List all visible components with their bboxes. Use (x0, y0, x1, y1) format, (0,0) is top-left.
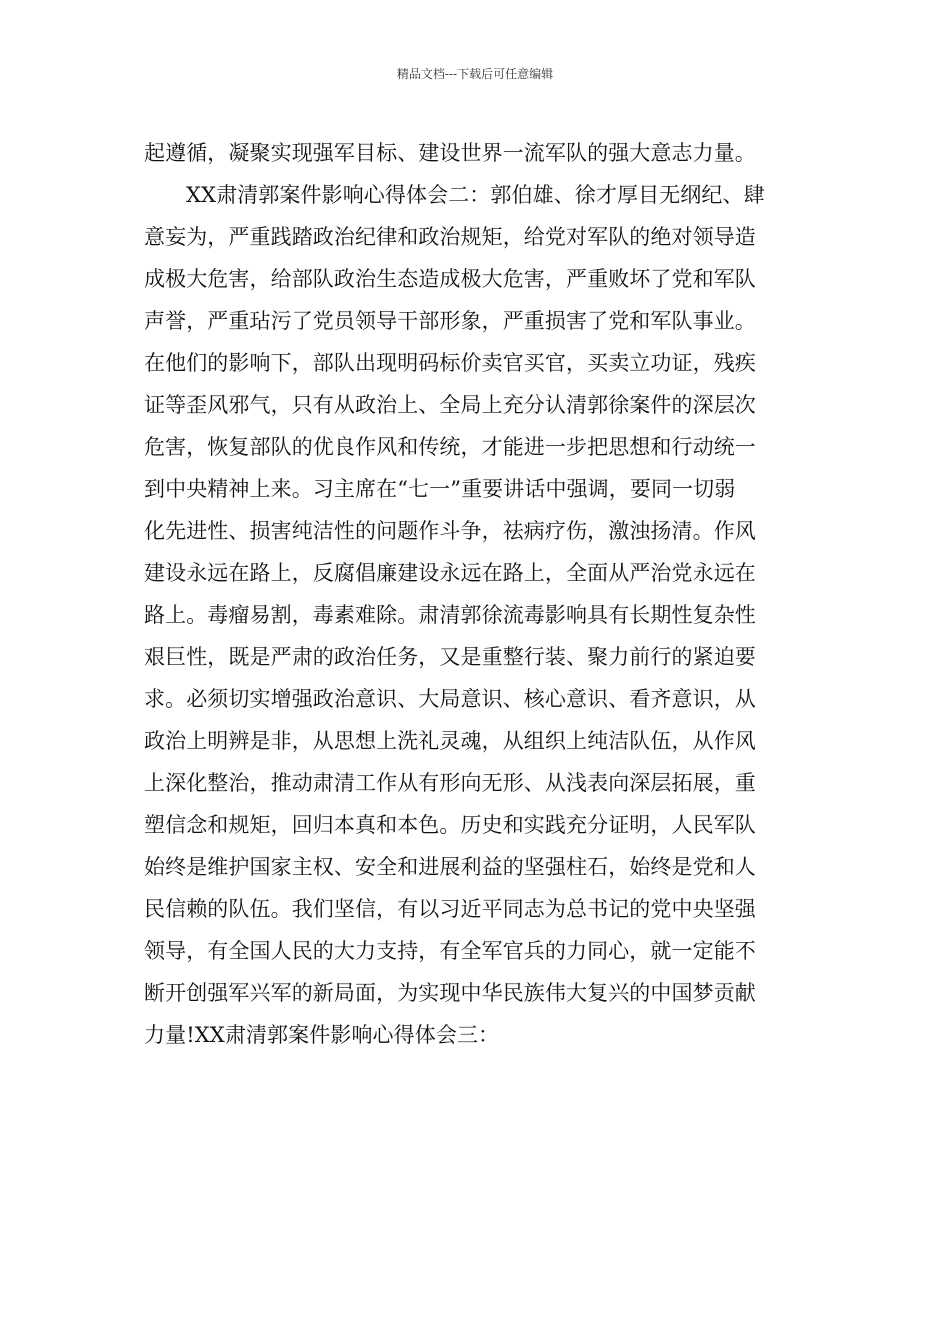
text-line: 声誉，严重玷污了党员领导干部形象，严重损害了党和军队事业。 (144, 309, 756, 333)
text-line: 到中央精神上来。习主席在“七一”重要讲话中强调，要同一切弱 (144, 477, 736, 501)
text-line: 断开创强军兴军的新局面，为实现中华民族伟大复兴的中国梦贡献 (144, 981, 756, 1005)
text-line: 化先进性、损害纯洁性的问题作斗争，祛病疗伤，激浊扬清。作风 (144, 519, 756, 543)
text-line: 力量!XX肃清郭案件影响心得体会三： (144, 1023, 500, 1047)
text-line: 危害，恢复部队的优良作风和传统，才能进一步把思想和行动统一 (144, 435, 756, 459)
text-line: 塑信念和规矩，回归本真和本色。历史和实践充分证明，人民军队 (144, 813, 756, 837)
body-text (144, 132, 808, 1056)
page-header: 精品文档---下载后可任意编辑 (396, 67, 554, 81)
text-line: 艰巨性，既是严肃的政治任务，又是重整行装、聚力前行的紧迫要 (144, 645, 756, 669)
text-line: 求。必须切实增强政治意识、大局意识、核心意识、看齐意识，从 (144, 687, 756, 711)
text-line: 在他们的影响下，部队出现明码标价卖官买官，买卖立功证，残疾 (144, 351, 756, 375)
text-line: 建设永远在路上，反腐倡廉建设永远在路上，全面从严治党永远在 (144, 561, 756, 585)
text-line: 起遵循，凝聚实现强军目标、建设世界一流军队的强大意志力量。 (144, 141, 756, 165)
text-line: 民信赖的队伍。我们坚信，有以习近平同志为总书记的党中央坚强 (144, 897, 756, 921)
text-line: 始终是维护国家主权、安全和进展利益的坚强柱石，始终是党和人 (144, 855, 756, 879)
text-line: 路上。毒瘤易割，毒素难除。肃清郭徐流毒影响具有长期性复杂性 (144, 603, 756, 627)
paragraph-first-line: XX肃清郭案件影响心得体会二：郭伯雄、徐才厚目无纲纪、肆 (186, 183, 765, 207)
text-line: 意妄为，严重践踏政治纪律和政治规矩，给党对军队的绝对领导造 (144, 225, 756, 249)
text-line: 政治上明辨是非，从思想上洗礼灵魂，从组织上纯洁队伍，从作风 (144, 729, 756, 753)
text-line: 上深化整治，推动肃清工作从有形向无形、从浅表向深层拓展，重 (144, 771, 756, 795)
text-line: 成极大危害，给部队政治生态造成极大危害，严重败坏了党和军队 (144, 267, 756, 291)
text-line: 领导，有全国人民的大力支持，有全军官兵的力同心，就一定能不 (144, 939, 756, 963)
text-line: 证等歪风邪气，只有从政治上、全局上充分认清郭徐案件的深层次 (144, 393, 756, 417)
